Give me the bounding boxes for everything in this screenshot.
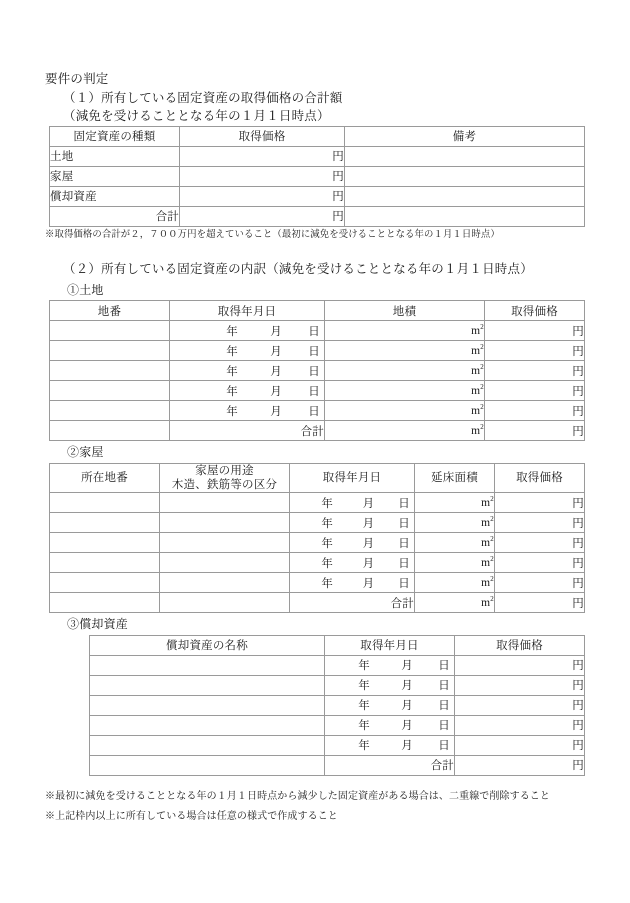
house-subheading: ②家屋 — [67, 445, 104, 460]
summary-price-cell[interactable]: 円 — [180, 166, 345, 186]
area-cell[interactable] — [415, 533, 495, 553]
land-table — [49, 300, 585, 441]
date-month-label: 月 — [362, 497, 375, 510]
date-day-label: 日 — [398, 517, 410, 530]
date-year-label: 年 — [358, 700, 370, 713]
table-row — [50, 573, 585, 593]
usage-cell[interactable] — [160, 533, 290, 553]
price-cell[interactable] — [485, 361, 585, 381]
date-year-label: 年 — [358, 660, 370, 673]
acquire-date-cell[interactable] — [170, 321, 325, 341]
depreciable-table-body — [90, 655, 585, 775]
parcel-cell[interactable] — [50, 421, 170, 441]
depreciable-subheading: ③償却資産 — [67, 617, 129, 632]
price-cell[interactable] — [455, 715, 585, 735]
date-year-label: 年 — [321, 577, 334, 590]
summary-total-note-cell[interactable] — [345, 206, 585, 226]
page-title: 要件の判定 — [45, 72, 109, 86]
date-day-label: 日 — [398, 557, 410, 570]
date-day-label: 日 — [438, 720, 450, 733]
date-year-label: 年 — [358, 740, 370, 753]
date-year-label: 年 — [226, 385, 238, 398]
area-unit-label: $m^2$ — [471, 423, 484, 437]
date-day-label: 日 — [398, 497, 410, 510]
date-month-label: 月 — [270, 345, 282, 358]
asset-name-cell[interactable] — [90, 655, 325, 675]
price-cell[interactable] — [495, 573, 585, 593]
date-day-label: 日 — [308, 405, 320, 418]
date-month-label: 月 — [401, 660, 413, 673]
table-row — [50, 553, 585, 573]
summary-total-label: 合計 — [50, 206, 180, 226]
location-cell[interactable] — [50, 593, 160, 613]
table-row — [50, 341, 585, 361]
price-unit-label: 円 — [572, 680, 584, 693]
total-label: 合計 — [170, 421, 325, 441]
area-cell[interactable] — [415, 573, 495, 593]
area-cell[interactable] — [415, 553, 495, 573]
date-day-label: 日 — [308, 385, 320, 398]
summary-price-cell[interactable]: 円 — [180, 186, 345, 206]
price-unit-label: 円 — [572, 325, 584, 338]
date-year-label: 年 — [321, 557, 334, 570]
house-table — [49, 463, 585, 614]
acquire-date-cell[interactable] — [325, 655, 455, 675]
price-unit-label: 円 — [572, 740, 584, 753]
acquire-date-cell[interactable] — [290, 573, 415, 593]
price-unit-label: 円 — [572, 700, 584, 713]
acquire-date-cell[interactable] — [325, 675, 455, 695]
house-col-floor-area: 延床面積 — [415, 463, 495, 493]
land-subheading: ①土地 — [67, 282, 104, 297]
area-cell[interactable] — [325, 421, 485, 441]
parcel-cell[interactable] — [50, 321, 170, 341]
price-cell[interactable] — [485, 401, 585, 421]
table-row — [50, 401, 585, 421]
date-year-label: 年 — [321, 497, 334, 510]
price-cell[interactable] — [455, 755, 585, 775]
parcel-cell[interactable] — [50, 401, 170, 421]
table-total-row — [50, 206, 585, 226]
location-cell[interactable] — [50, 553, 160, 573]
asset-name-cell[interactable] — [90, 755, 325, 775]
area-cell[interactable] — [415, 593, 495, 613]
area-unit-label: $m^2$ — [471, 363, 484, 377]
asset-name-cell[interactable] — [90, 695, 325, 715]
area-cell[interactable] — [415, 513, 495, 533]
date-day-label: 日 — [438, 700, 450, 713]
area-unit-label: $m^2$ — [481, 535, 494, 549]
house-col-usage-line2: 木造、鉄筋等の区分 — [171, 479, 278, 492]
date-day-label: 日 — [438, 680, 450, 693]
table-header-row — [50, 463, 585, 493]
acquire-date-cell[interactable] — [290, 533, 415, 553]
date-day-label: 日 — [398, 577, 410, 590]
location-cell[interactable] — [50, 573, 160, 593]
acquire-date-cell[interactable] — [170, 401, 325, 421]
table-row — [90, 695, 585, 715]
land-col-acquire-date: 取得年月日 — [170, 301, 325, 321]
price-cell[interactable] — [455, 735, 585, 755]
date-year-label: 年 — [358, 720, 370, 733]
table-row — [90, 735, 585, 755]
price-unit-label: 円 — [572, 660, 584, 673]
footer-note-2: ※上記枠内以上に所有している場合は任意の様式で作成すること — [45, 810, 338, 822]
date-day-label: 日 — [308, 365, 320, 378]
table-row — [50, 493, 585, 513]
area-unit-label: $m^2$ — [481, 595, 494, 609]
price-cell[interactable] — [485, 381, 585, 401]
price-unit-label: 円 — [572, 537, 584, 550]
table-row — [50, 513, 585, 533]
usage-cell[interactable] — [160, 513, 290, 533]
table-total-row — [50, 421, 585, 441]
table-row — [50, 321, 585, 341]
area-unit-label: $m^2$ — [481, 515, 494, 529]
summary-table — [49, 126, 585, 227]
summary-note-cell[interactable] — [345, 186, 585, 206]
depreciable-table — [89, 635, 585, 776]
area-cell[interactable] — [325, 381, 485, 401]
area-cell[interactable] — [325, 401, 485, 421]
date-year-label: 年 — [358, 680, 370, 693]
house-table-body — [50, 493, 585, 613]
table-row — [90, 655, 585, 675]
acquire-date-cell[interactable] — [170, 381, 325, 401]
usage-cell[interactable] — [160, 493, 290, 513]
total-label: 合計 — [325, 755, 455, 775]
section1-heading: （１）所有している固定資産の取得価格の合計額 — [63, 91, 343, 106]
summary-price-cell[interactable]: 円 — [180, 146, 345, 166]
price-cell[interactable] — [485, 341, 585, 361]
table-row — [90, 675, 585, 695]
usage-cell[interactable] — [160, 553, 290, 573]
price-unit-label: 円 — [572, 405, 584, 418]
price-unit-label: 円 — [572, 557, 584, 570]
table-row — [50, 381, 585, 401]
date-year-label: 年 — [226, 365, 238, 378]
house-col-usage — [160, 463, 290, 493]
asset-name-cell[interactable] — [90, 735, 325, 755]
summary-row-label: 家屋 — [50, 166, 180, 186]
summary-row-label: 土地 — [50, 146, 180, 166]
depreciable-col-price: 取得価格 — [455, 635, 585, 655]
acquire-date-cell[interactable] — [325, 695, 455, 715]
price-unit-label: 円 — [572, 597, 584, 610]
parcel-cell[interactable] — [50, 381, 170, 401]
summary-col-note: 備考 — [345, 126, 585, 146]
price-unit-label: 円 — [572, 365, 584, 378]
summary-note-cell[interactable] — [345, 166, 585, 186]
date-month-label: 月 — [270, 365, 282, 378]
date-year-label: 年 — [321, 537, 334, 550]
price-cell[interactable] — [495, 533, 585, 553]
date-day-label: 日 — [308, 345, 320, 358]
price-unit-label: 円 — [572, 425, 584, 438]
price-cell[interactable] — [495, 513, 585, 533]
table-header-row — [90, 635, 585, 655]
area-cell[interactable] — [325, 321, 485, 341]
table-total-row — [50, 593, 585, 613]
price-cell[interactable] — [485, 421, 585, 441]
area-unit-label: $m^2$ — [481, 555, 494, 569]
depreciable-col-acquire-date: 取得年月日 — [325, 635, 455, 655]
table-row — [50, 533, 585, 553]
usage-cell[interactable] — [160, 593, 290, 613]
price-unit-label: 円 — [572, 720, 584, 733]
asset-name-cell[interactable] — [90, 715, 325, 735]
price-cell[interactable] — [495, 493, 585, 513]
table-row — [50, 146, 585, 166]
date-month-label: 月 — [362, 557, 375, 570]
land-col-price: 取得価格 — [485, 301, 585, 321]
acquire-date-cell[interactable] — [290, 493, 415, 513]
total-label: 合計 — [290, 593, 415, 613]
date-month-label: 月 — [270, 325, 282, 338]
summary-total-price-cell[interactable]: 円 — [180, 206, 345, 226]
land-col-area: 地積 — [325, 301, 485, 321]
date-month-label: 月 — [362, 577, 375, 590]
price-cell[interactable] — [485, 321, 585, 341]
summary-col-type: 固定資産の種類 — [50, 126, 180, 146]
price-unit-label: 円 — [572, 577, 584, 590]
price-unit-label: 円 — [572, 385, 584, 398]
price-unit-label: 円 — [572, 517, 584, 530]
price-cell[interactable] — [495, 553, 585, 573]
usage-cell[interactable] — [160, 573, 290, 593]
area-unit-label: $m^2$ — [481, 495, 494, 509]
summary-note-cell[interactable] — [345, 146, 585, 166]
price-cell[interactable] — [495, 593, 585, 613]
date-month-label: 月 — [401, 700, 413, 713]
land-table-body — [50, 321, 585, 441]
area-unit-label: $m^2$ — [481, 575, 494, 589]
area-unit-label: $m^2$ — [471, 323, 484, 337]
house-col-usage-line1: 家屋の用途 — [195, 464, 254, 477]
price-unit-label: 円 — [572, 345, 584, 358]
price-unit-label: 円 — [572, 760, 584, 773]
acquire-date-cell[interactable] — [290, 553, 415, 573]
area-unit-label: $m^2$ — [471, 343, 484, 357]
date-month-label: 月 — [270, 385, 282, 398]
date-month-label: 月 — [270, 405, 282, 418]
date-month-label: 月 — [401, 720, 413, 733]
date-month-label: 月 — [401, 740, 413, 753]
table-total-row — [90, 755, 585, 775]
table-row — [50, 186, 585, 206]
date-day-label: 日 — [308, 325, 320, 338]
price-unit-label: 円 — [572, 497, 584, 510]
acquire-date-cell[interactable] — [170, 361, 325, 381]
house-col-price: 取得価格 — [495, 463, 585, 493]
date-day-label: 日 — [398, 537, 410, 550]
table-row — [50, 361, 585, 381]
area-cell[interactable] — [325, 341, 485, 361]
acquire-date-cell[interactable] — [290, 513, 415, 533]
summary-col-price: 取得価格 — [180, 126, 345, 146]
date-year-label: 年 — [226, 345, 238, 358]
acquire-date-cell[interactable] — [325, 735, 455, 755]
price-cell[interactable] — [455, 675, 585, 695]
area-cell[interactable] — [325, 361, 485, 381]
parcel-cell[interactable] — [50, 361, 170, 381]
section1-note: ※取得価格の合計が２，７００万円を超えていること（最初に減免を受けることとなる年の１月１日時点） — [45, 229, 500, 240]
table-row — [90, 715, 585, 735]
acquire-date-cell[interactable] — [325, 715, 455, 735]
table-header-row — [50, 301, 585, 321]
table-row — [50, 166, 585, 186]
date-month-label: 月 — [362, 537, 375, 550]
depreciable-col-name: 償却資産の名称 — [90, 635, 325, 655]
house-col-location: 所在地番 — [50, 463, 160, 493]
date-month-label: 月 — [362, 517, 375, 530]
location-cell[interactable] — [50, 533, 160, 553]
price-cell[interactable] — [455, 695, 585, 715]
price-cell[interactable] — [455, 655, 585, 675]
date-day-label: 日 — [438, 660, 450, 673]
area-cell[interactable] — [415, 493, 495, 513]
date-month-label: 月 — [401, 680, 413, 693]
acquire-date-cell[interactable] — [170, 341, 325, 361]
date-year-label: 年 — [321, 517, 334, 530]
area-unit-label: $m^2$ — [471, 403, 484, 417]
section2-heading: （２）所有している固定資産の内訳（減免を受けることとなる年の１月１日時点） — [63, 262, 533, 277]
date-year-label: 年 — [226, 405, 238, 418]
table-header-row — [50, 126, 585, 146]
location-cell[interactable] — [50, 513, 160, 533]
house-col-acquire-date: 取得年月日 — [290, 463, 415, 493]
footer-note-1: ※最初に減免を受けることとなる年の１月１日時点から減少した固定資産がある場合は、二重線で削除すること — [45, 790, 550, 802]
land-col-parcel: 地番 — [50, 301, 170, 321]
summary-row-label: 償却資産 — [50, 186, 180, 206]
area-unit-label: $m^2$ — [471, 383, 484, 397]
date-year-label: 年 — [226, 325, 238, 338]
date-day-label: 日 — [438, 740, 450, 753]
section1-subheading: （減免を受けることとなる年の１月１日時点） — [63, 108, 330, 123]
parcel-cell[interactable] — [50, 341, 170, 361]
asset-name-cell[interactable] — [90, 675, 325, 695]
location-cell[interactable] — [50, 493, 160, 513]
